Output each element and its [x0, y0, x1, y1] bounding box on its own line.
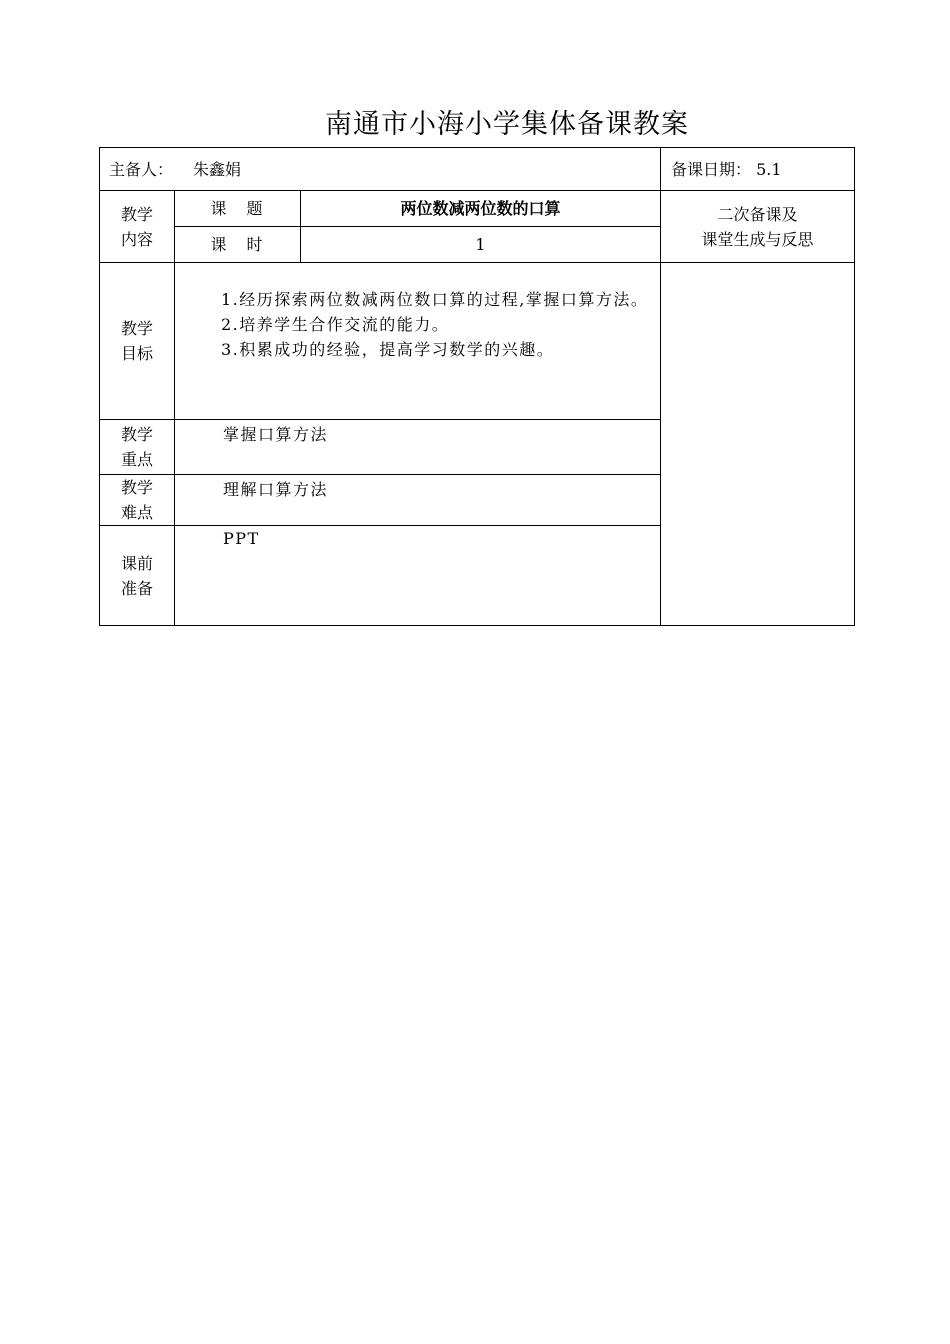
- preparer-label: 主备人：: [109, 159, 174, 179]
- objectives-row: [100, 263, 855, 420]
- date-value: 5.1: [756, 159, 782, 179]
- page-title: 南通市小海小学集体备课教案: [325, 109, 689, 140]
- preparer-cell: [100, 148, 661, 191]
- objectives-label: 教学 目标: [100, 263, 175, 420]
- date-cell: [661, 148, 855, 191]
- preparation-content: PPT: [175, 526, 661, 626]
- topic-value: 两位数减两位数的口算: [301, 191, 661, 227]
- hours-label: 课 时: [175, 227, 301, 263]
- hours-value: 1: [301, 227, 661, 263]
- preparer-name: 朱鑫娟: [193, 159, 242, 179]
- content-label: 教学 内容: [100, 191, 175, 263]
- objectives-content: [175, 263, 661, 420]
- objective-item: 1.经历探索两位数减两位数口算的过程,掌握口算方法。: [221, 290, 649, 309]
- topic-row: [100, 191, 855, 227]
- key-points-content: 掌握口算方法: [175, 420, 661, 475]
- objective-item: 3.积累成功的经验，提高学习数学的兴趣。: [221, 340, 555, 359]
- date-label: 备课日期：: [671, 159, 752, 179]
- reflection-area: [661, 263, 855, 626]
- preparation-label: 课前 准备: [100, 526, 175, 626]
- header-row: [100, 148, 855, 191]
- difficulties-content: 理解口算方法: [175, 475, 661, 526]
- reflection-header: 二次备课及 课堂生成与反思: [661, 191, 855, 263]
- key-points-label: 教学 重点: [100, 420, 175, 475]
- topic-label: 课 题: [175, 191, 301, 227]
- lesson-plan-table: [99, 147, 855, 626]
- difficulties-label: 教学 难点: [100, 475, 175, 526]
- objective-item: 2.培养学生合作交流的能力。: [221, 315, 450, 334]
